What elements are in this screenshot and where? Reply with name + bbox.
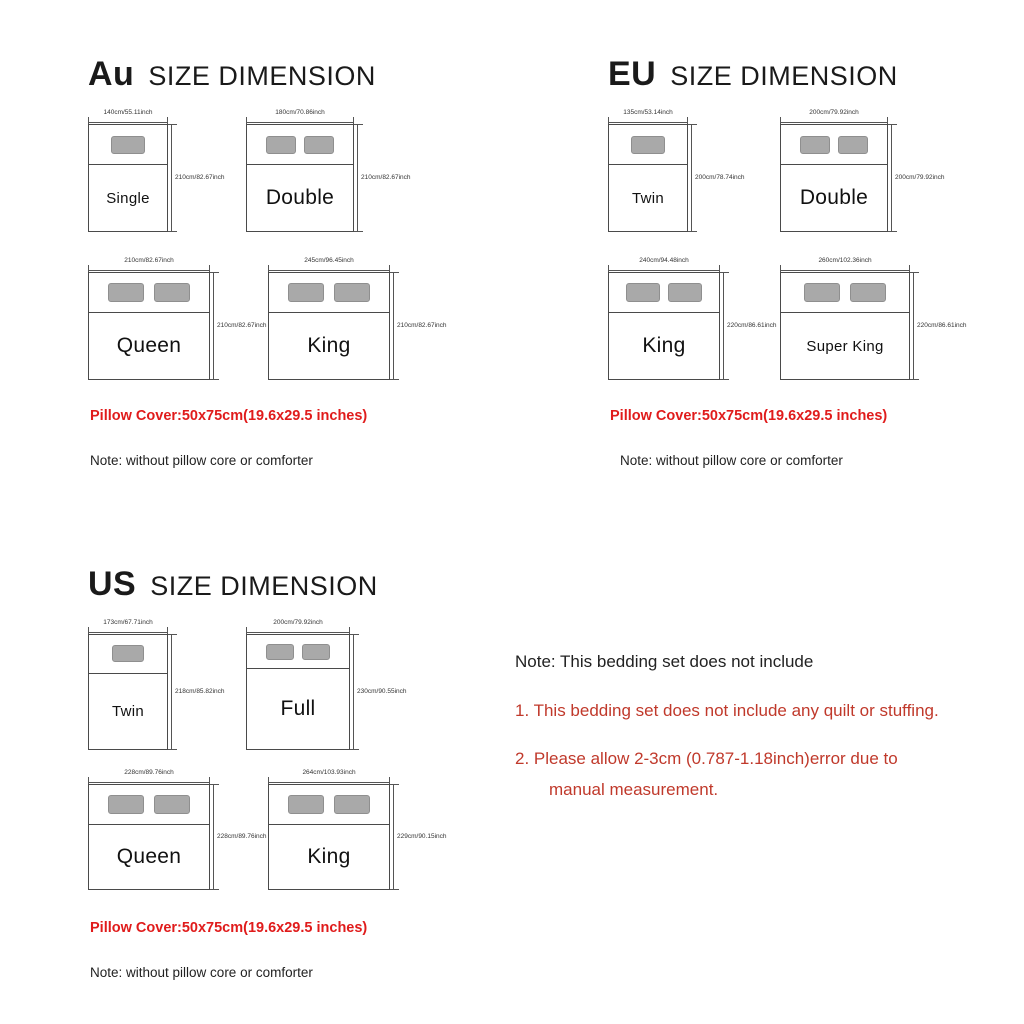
- side-dimension-au-single: [168, 124, 225, 232]
- bed-grid-eu: [608, 109, 967, 432]
- bed-grid-us: [88, 619, 447, 942]
- top-dimension-us-king: [268, 769, 390, 784]
- side-dimension-line: [353, 634, 354, 750]
- section-au: [88, 55, 447, 468]
- side-dimension-line: [913, 272, 914, 380]
- side-dimension-line: [171, 634, 172, 750]
- bed-cell-us-queen: [88, 769, 267, 890]
- top-dimension-us-twin: [88, 619, 168, 634]
- pillow-icon: [288, 795, 324, 814]
- side-dimension-line: [723, 272, 724, 380]
- top-dimension-line: [608, 270, 720, 271]
- top-dimension-au-queen: [88, 257, 210, 272]
- bed-cell-au-king: [268, 257, 447, 380]
- pillow-cover-note-eu: Pillow Cover:50x75cm(19.6x29.5 inches): [610, 408, 888, 424]
- top-dimension-au-single: [88, 109, 168, 124]
- top-dimension-text-au-double: 180cm/70.86inch: [275, 109, 325, 116]
- bed-cell-eu-king: [608, 257, 777, 380]
- section-us: [88, 565, 447, 980]
- bed-cell-au-single: [88, 109, 225, 232]
- bed-body-us-full: [246, 634, 350, 750]
- pillow-icon: [288, 283, 324, 302]
- side-dimension-line: [171, 124, 172, 232]
- pillow-cover-note-au: Pillow Cover:50x75cm(19.6x29.5 inches): [90, 408, 368, 424]
- top-dimension-line: [268, 782, 390, 783]
- pillow-icon: [112, 645, 144, 662]
- top-dimension-text-us-twin: 173cm/67.71inch: [103, 619, 153, 626]
- bed-name-us-twin: Twin: [111, 702, 145, 720]
- pillow-icon: [838, 136, 868, 154]
- without-core-note-us: Note: without pillow core or comforter: [90, 965, 313, 980]
- bed-cell-us-king: [268, 769, 447, 890]
- bed-grid-au: [88, 109, 447, 432]
- top-dimension-text-au-king: 245cm/96.45inch: [304, 257, 354, 264]
- top-dimension-text-us-full: 200cm/79.92inch: [273, 619, 323, 626]
- side-dimension-text-eu-king: 220cm/86.61inch: [727, 322, 777, 329]
- pillow-icon: [266, 136, 296, 154]
- region-label-eu: EU: [608, 55, 657, 93]
- pillow-icon: [154, 283, 190, 302]
- bed-figure-au-double: [246, 109, 411, 232]
- bed-figure-eu-double: [780, 109, 945, 232]
- bed-name-au-double: Double: [265, 186, 335, 210]
- notes-heading: Note: This bedding set does not include: [515, 652, 814, 671]
- region-label-us: US: [88, 565, 137, 603]
- without-core-note-au: Note: without pillow core or comforter: [90, 453, 313, 468]
- side-dimension-us-twin: [168, 634, 225, 750]
- bed-headboard-au-single: [89, 125, 167, 165]
- bed-name-au-single: Single: [106, 189, 150, 207]
- side-dimension-text-eu-twin: 200cm/78.74inch: [695, 174, 745, 181]
- side-dimension-text-us-twin: 218cm/85.82inch: [175, 688, 225, 695]
- top-dimension-text-au-single: 140cm/55.11inch: [103, 109, 153, 116]
- bed-cell-au-double: [246, 109, 411, 232]
- side-dimension-text-au-king: 210cm/82.67inch: [397, 322, 447, 329]
- pillow-cover-note-us: Pillow Cover:50x75cm(19.6x29.5 inches): [90, 920, 368, 936]
- pillow-icon: [304, 136, 334, 154]
- side-dimension-eu-double: [888, 124, 945, 232]
- side-dimension-line: [357, 124, 358, 232]
- top-dimension-text-eu-super-king: 260cm/102.36inch: [818, 257, 872, 264]
- bed-body-us-twin: [88, 634, 168, 750]
- bed-headboard-eu-twin: [609, 125, 687, 165]
- side-dimension-line: [213, 272, 214, 380]
- bed-body-us-queen: [88, 784, 210, 890]
- bed-name-eu-king: King: [642, 334, 686, 358]
- bed-cell-us-twin: [88, 619, 225, 750]
- bed-headboard-eu-double: [781, 125, 887, 165]
- bed-figure-au-king: [268, 257, 447, 380]
- pillow-icon: [850, 283, 886, 302]
- pillow-icon: [302, 644, 330, 660]
- pillow-icon: [804, 283, 840, 302]
- side-dimension-us-queen: [210, 784, 267, 890]
- side-dimension-line: [213, 784, 214, 890]
- bed-body-au-single: [88, 124, 168, 232]
- side-dimension-line: [393, 272, 394, 380]
- top-dimension-au-double: [246, 109, 354, 124]
- bed-name-eu-double: Double: [799, 186, 869, 210]
- side-dimension-au-queen: [210, 272, 267, 380]
- bed-body-us-king: [268, 784, 390, 890]
- pillow-icon: [108, 283, 144, 302]
- top-dimension-line: [88, 122, 168, 123]
- side-dimension-eu-super-king: [910, 272, 967, 380]
- bed-name-au-queen: Queen: [116, 334, 182, 358]
- top-dimension-line: [246, 122, 354, 123]
- note-item-1: 1. This bedding set does not include any quilt or stuffing.: [515, 701, 939, 720]
- side-dimension-line: [691, 124, 692, 232]
- top-dimension-line: [88, 782, 210, 783]
- side-dimension-text-us-king: 229cm/90.15inch: [397, 833, 447, 840]
- bed-name-au-king: King: [307, 334, 351, 358]
- region-label-au: Au: [88, 55, 135, 93]
- bed-headboard-us-king: [269, 785, 389, 825]
- size-dimension-label-au: SIZE DIMENSION: [148, 61, 376, 91]
- pillow-icon: [631, 136, 665, 154]
- bed-cell-eu-twin: [608, 109, 745, 232]
- bed-headboard-eu-super-king: [781, 273, 909, 313]
- pillow-icon: [154, 795, 190, 814]
- pillow-icon: [334, 283, 370, 302]
- bed-name-us-queen: Queen: [116, 844, 182, 868]
- top-dimension-text-us-queen: 228cm/89.76inch: [124, 769, 174, 776]
- side-dimension-eu-king: [720, 272, 777, 380]
- bed-headboard-us-twin: [89, 635, 167, 674]
- top-dimension-line: [88, 632, 168, 633]
- side-dimension-au-king: [390, 272, 447, 380]
- bed-headboard-au-queen: [89, 273, 209, 313]
- without-core-note-eu: Note: without pillow core or comforter: [620, 453, 843, 468]
- top-dimension-text-eu-double: 200cm/79.92inch: [809, 109, 859, 116]
- bed-name-eu-twin: Twin: [631, 189, 665, 207]
- side-dimension-text-eu-super-king: 220cm/86.61inch: [917, 322, 967, 329]
- top-dimension-us-queen: [88, 769, 210, 784]
- side-dimension-text-eu-double: 200cm/79.92inch: [895, 174, 945, 181]
- top-dimension-text-us-king: 264cm/103.93inch: [302, 769, 356, 776]
- size-dimension-label-eu: SIZE DIMENSION: [670, 61, 898, 91]
- side-dimension-us-king: [390, 784, 447, 890]
- top-dimension-us-full: [246, 619, 350, 634]
- bed-figure-us-king: [268, 769, 447, 890]
- side-dimension-text-au-double: 210cm/82.67inch: [361, 174, 411, 181]
- bed-headboard-eu-king: [609, 273, 719, 313]
- top-dimension-line: [246, 632, 350, 633]
- side-dimension-line: [393, 784, 394, 890]
- bed-body-au-queen: [88, 272, 210, 380]
- top-dimension-text-eu-twin: 135cm/53.14inch: [623, 109, 673, 116]
- top-dimension-line: [780, 270, 910, 271]
- bed-figure-us-queen: [88, 769, 267, 890]
- bed-figure-au-queen: [88, 257, 267, 380]
- side-dimension-text-au-single: 210cm/82.67inch: [175, 174, 225, 181]
- side-dimension-text-au-queen: 210cm/82.67inch: [217, 322, 267, 329]
- section-eu: [608, 55, 967, 468]
- top-dimension-text-eu-king: 240cm/94.48inch: [639, 257, 689, 264]
- bed-body-eu-king: [608, 272, 720, 380]
- pillow-icon: [626, 283, 660, 302]
- top-dimension-line: [608, 122, 688, 123]
- note-item-2-continuation: manual measurement.: [549, 779, 719, 799]
- bed-cell-au-queen: [88, 257, 267, 380]
- side-dimension-text-us-full: 230cm/90.55inch: [357, 688, 407, 695]
- size-dimension-label-us: SIZE DIMENSION: [150, 571, 378, 601]
- bed-body-au-double: [246, 124, 354, 232]
- side-dimension-us-full: [350, 634, 407, 750]
- bed-figure-us-full: [246, 619, 407, 750]
- pillow-icon: [334, 795, 370, 814]
- pillow-icon: [266, 644, 294, 660]
- bed-body-eu-twin: [608, 124, 688, 232]
- bed-figure-eu-king: [608, 257, 777, 380]
- top-dimension-text-au-queen: 210cm/82.67inch: [124, 257, 174, 264]
- top-dimension-line: [780, 122, 888, 123]
- bed-name-eu-super-king: Super King: [806, 337, 884, 355]
- bed-body-eu-super-king: [780, 272, 910, 380]
- side-dimension-au-double: [354, 124, 411, 232]
- section-title-us: [88, 565, 428, 604]
- top-dimension-eu-double: [780, 109, 888, 124]
- top-dimension-eu-super-king: [780, 257, 910, 272]
- pillow-icon: [108, 795, 144, 814]
- side-dimension-eu-twin: [688, 124, 745, 232]
- bed-body-au-king: [268, 272, 390, 380]
- side-dimension-line: [891, 124, 892, 232]
- bed-body-eu-double: [780, 124, 888, 232]
- top-dimension-line: [88, 270, 210, 271]
- bed-headboard-us-queen: [89, 785, 209, 825]
- bed-cell-us-full: [246, 619, 407, 750]
- bed-cell-eu-super-king: [780, 257, 967, 380]
- pillow-icon: [111, 136, 145, 154]
- bed-name-us-full: Full: [280, 697, 316, 721]
- note-item-2: 2. Please allow 2-3cm (0.787-1.18inch)error due to: [515, 749, 898, 769]
- top-dimension-eu-twin: [608, 109, 688, 124]
- section-title-au: [88, 55, 428, 94]
- general-notes-block: [515, 652, 985, 825]
- bed-headboard-au-double: [247, 125, 353, 165]
- bed-name-us-king: King: [307, 844, 351, 868]
- bed-cell-eu-double: [780, 109, 945, 232]
- pillow-icon: [668, 283, 702, 302]
- bed-figure-au-single: [88, 109, 225, 232]
- pillow-icon: [800, 136, 830, 154]
- bed-figure-eu-twin: [608, 109, 745, 232]
- section-title-eu: [608, 55, 948, 94]
- top-dimension-au-king: [268, 257, 390, 272]
- top-dimension-line: [268, 270, 390, 271]
- bed-headboard-au-king: [269, 273, 389, 313]
- side-dimension-text-us-queen: 228cm/89.76inch: [217, 833, 267, 840]
- bed-figure-us-twin: [88, 619, 225, 750]
- bed-headboard-us-full: [247, 635, 349, 669]
- bed-figure-eu-super-king: [780, 257, 967, 380]
- top-dimension-eu-king: [608, 257, 720, 272]
